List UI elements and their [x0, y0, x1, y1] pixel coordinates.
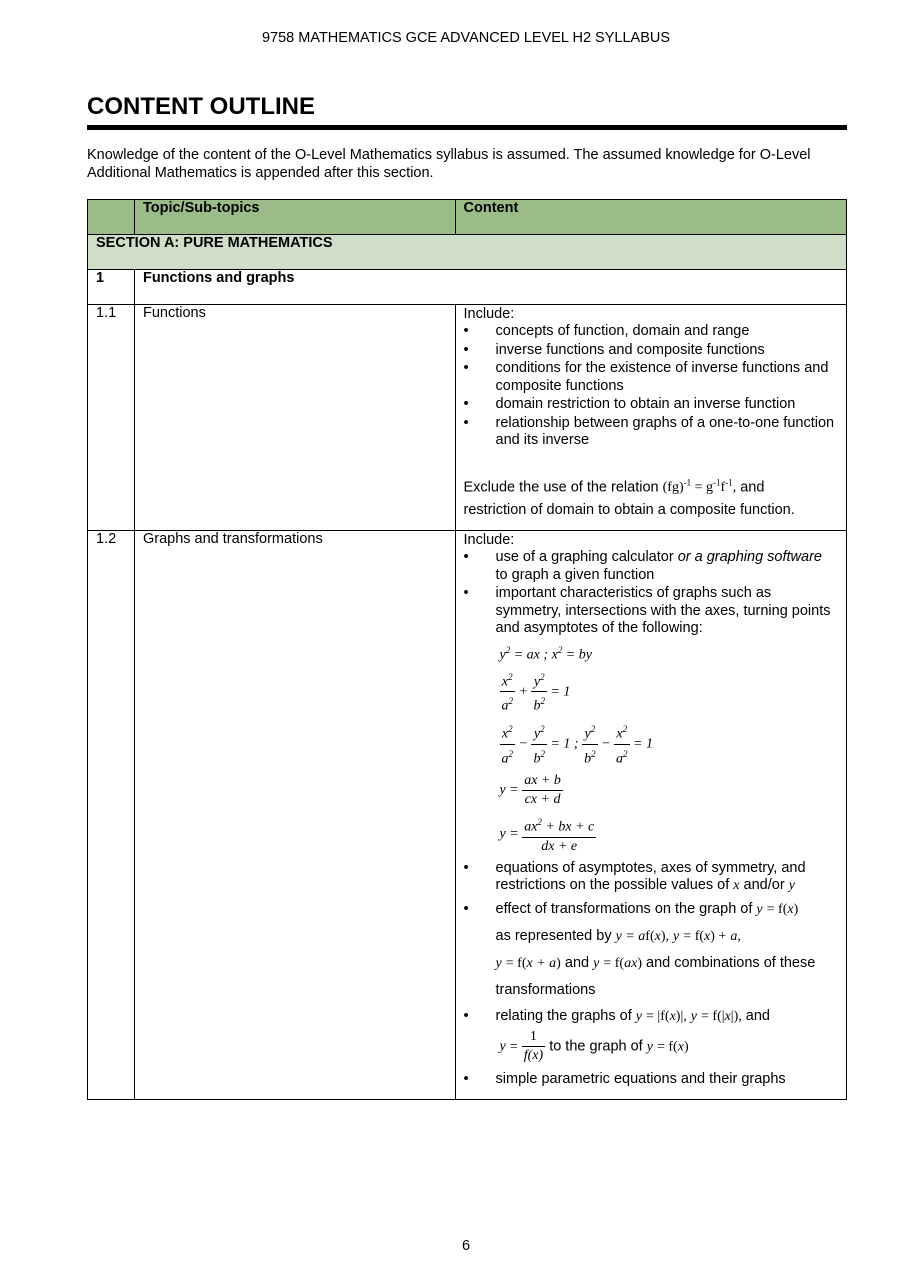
content-cell [455, 305, 846, 531]
formula-parabolas: $y^2$ = ax ; $x^2$ = by [499, 644, 592, 663]
table-header-row [88, 200, 847, 235]
syllabus-table [87, 199, 847, 1100]
topic-number: 1 [88, 270, 135, 305]
list-item: • relating the graphs of y = |f(x)|, y = f(|x|), and y = $\frac{1}{f(x)}$ to the graph of y = f(x) [464, 1005, 838, 1065]
page-title: CONTENT OUTLINE [87, 93, 847, 130]
exclude-note: Exclude the use of the relation $(fg)^{-1} = g^{-1}f^{-1}$, and restriction of domain to obtain a composite function. [463, 477, 795, 519]
subtopic-number: 1.2 [88, 531, 135, 1100]
header-topic-cell: Topic/Sub-topics [134, 200, 455, 235]
content-cell [455, 531, 846, 1100]
list-item: • use of a graphing calculator or a graphing software to graph a given function [464, 549, 838, 584]
section-row [88, 235, 847, 270]
running-header: 9758 MATHEMATICS GCE ADVANCED LEVEL H2 SYLLABUS [261, 30, 671, 46]
list-item: • important characteristics of graphs such as symmetry, intersections with the axes, turning points and asymptotes of the following: $y^2$ = ax ; $x^2$ = by $\frac{x^2}{a^2}$ + $\frac{y^2}{b^2}$ = 1 $\frac{x^2}{a^2}$ − $\frac{y^2}{b^2}$ = 1 ; $\frac{y^2}{b^2}$ − $\frac{x^2}{a^2}$ = 1 y = $\frac{ax + b}{cx + d}$ y = $\frac{ax^2 + bx + c}{dx + e}$ [464, 585, 838, 856]
formula-rational-linear: y = $\frac{ax + b}{cx + d}$ [499, 773, 561, 808]
list-item: • domain restriction to obtain an inverse function [464, 396, 838, 414]
include-label: Include: [463, 532, 515, 548]
formula-rational-quadratic: y = $\frac{ax^2 + bx + c}{dx + e}$ [500, 813, 838, 856]
subtopic-name: Graphs and transformations [134, 531, 455, 1100]
subtopic-number: 1.1 [88, 305, 135, 531]
list-item: • simple parametric equations and their graphs [464, 1071, 838, 1089]
subtopic-name: Functions [134, 305, 455, 531]
list-item: • inverse functions and composite functions [464, 342, 838, 360]
header-num-cell [88, 200, 135, 235]
list-item: • relationship between graphs of a one-to-one function and its inverse [464, 415, 838, 450]
include-list [464, 323, 838, 450]
list-item: • concepts of function, domain and range [464, 323, 838, 341]
intro-paragraph: Knowledge of the content of the O-Level Mathematics syllabus is assumed. The assumed knowledge for O-Level Additional Mathematics is appended after this section. [87, 147, 811, 181]
formula-ellipse: $\frac{x^2}{a^2}$ + $\frac{y^2}{b^2}$ = 1 [500, 668, 838, 716]
topic-row [88, 270, 847, 305]
table-row [88, 531, 847, 1100]
include-list [464, 549, 838, 1088]
section-title: SECTION A: PURE MATHEMATICS [88, 235, 847, 270]
table-row [88, 305, 847, 531]
page-number: 6 [461, 1238, 471, 1254]
header-content-cell: Content [455, 200, 846, 235]
inverse-relation-formula: $(fg)^{-1} = g^{-1}f^{-1}$, [662, 477, 737, 496]
list-item: • conditions for the existence of inverse functions and composite functions [464, 360, 838, 395]
list-item: • equations of asymptotes, axes of symmetry, and restrictions on the possible values of x and/or y [464, 860, 838, 895]
topic-name: Functions and graphs [134, 270, 846, 305]
list-item: • effect of transformations on the graph of y = f(x) as represented by y = af(x), y = f(x) + a, y = f(x + a) and y = f(ax) and combinations of these transformations [464, 896, 838, 1004]
include-label: Include: [463, 306, 515, 322]
formula-hyperbolas: $\frac{x^2}{a^2}$ − $\frac{y^2}{b^2}$ = 1 ; $\frac{y^2}{b^2}$ − $\frac{x^2}{a^2}$ = 1 [500, 720, 838, 768]
